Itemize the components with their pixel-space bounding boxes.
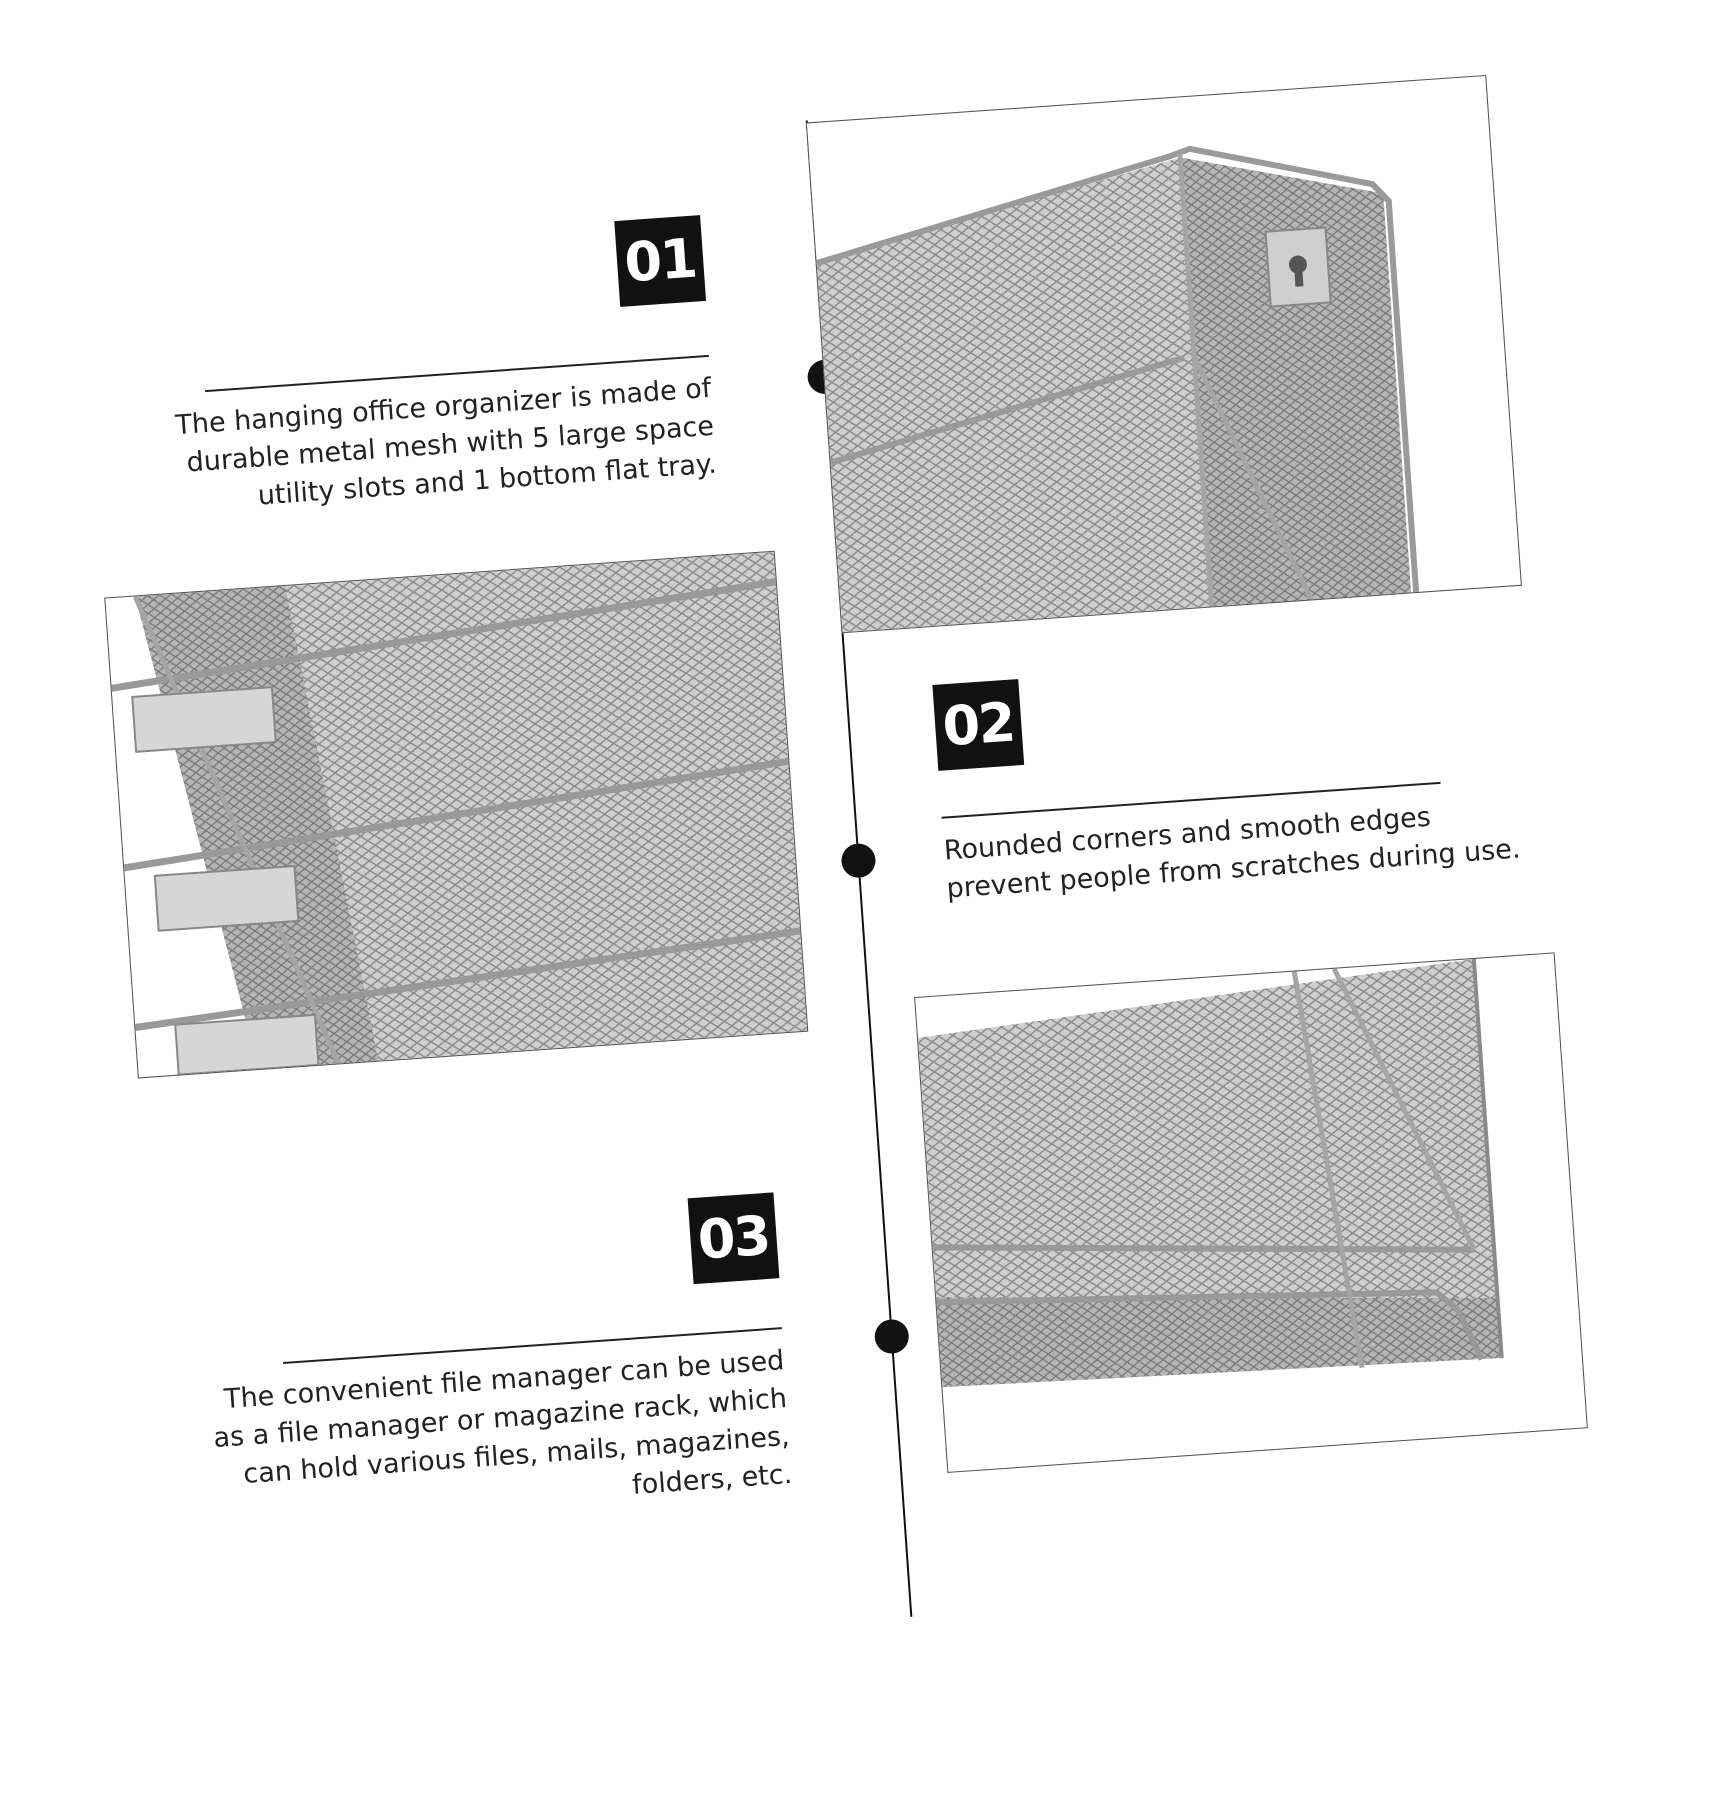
feature-description: The hanging office organizer is made of durable metal mesh with 5 large space utility slots and 1 bottom flat tray.: [174, 372, 718, 512]
feature-number-badge: 03: [688, 1192, 780, 1284]
feature-01: [0, 0, 1673, 512]
feature-number-badge: 02: [932, 679, 1024, 771]
timeline-dot-2: [840, 843, 876, 879]
feature-description: The convenient file manager can be used as a file manager or magazine rack, which can hold various files, mails, magazines, folders, etc.: [212, 1345, 794, 1501]
product-photo-bottom-tray: [914, 952, 1588, 1473]
feature-number-badge: 01: [614, 215, 706, 307]
product-photo-corner: [806, 75, 1522, 633]
product-photo-slots: [104, 551, 808, 1079]
feature-description: Rounded corners and smooth edges prevent people from scratches during use.: [942, 801, 1522, 905]
timeline-dot-3: [874, 1318, 910, 1354]
